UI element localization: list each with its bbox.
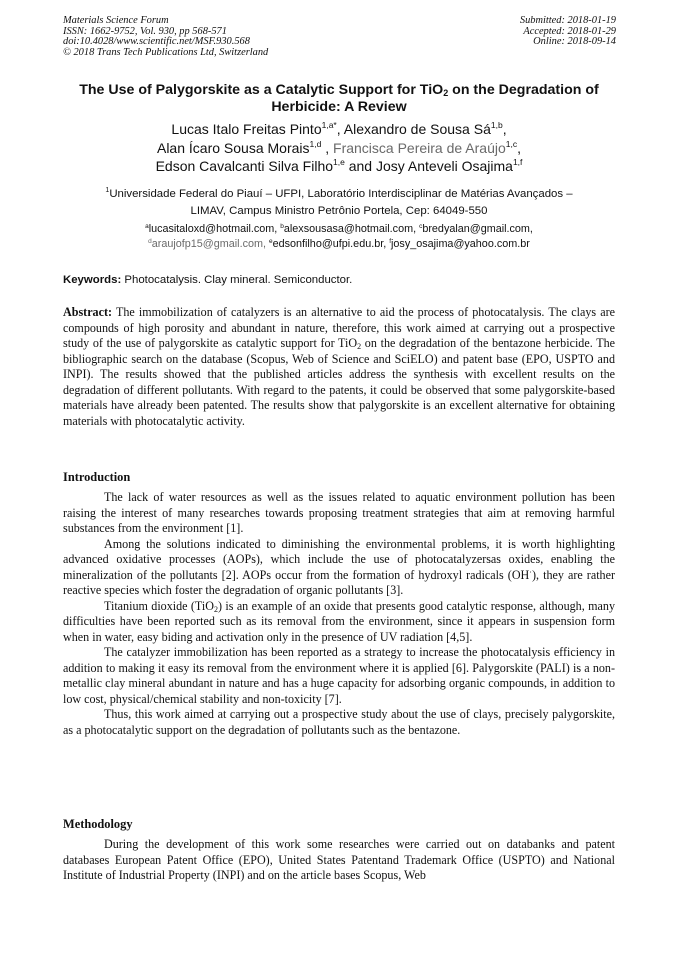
email-link[interactable]: edsonfilho@ufpi.edu.br — [272, 238, 384, 250]
email-link[interactable]: lucasitaloxd@hotmail.com — [148, 223, 275, 235]
author-name: Alexandro de Sousa Sá — [343, 121, 491, 137]
section-heading-methodology: Methodology — [63, 817, 133, 831]
keywords-text: Photocatalysis. Clay mineral. Semiconductor. — [124, 274, 353, 286]
dates-header — [520, 16, 616, 48]
author-list: Lucas Italo Freitas Pinto$^{1,a*}$, Alexandro de Sousa Sá$^{1,b}$, Alan Ícaro Sousa Morais$^{1,d}$ , Francisca Pereira de Araújo$^{1,c}$, Edson Cavalcanti Silva Filho$^{1,e}$ and Josy Anteveli Osajima$^{1,f}$ — [155, 120, 523, 174]
paper-title: The Use of Palygorskite as a Catalytic Support for TiO$_2$ on the Degradation of Herbicide: A Review — [79, 82, 599, 115]
author-name: Josy Anteveli Osajima — [375, 158, 513, 174]
accepted-date: Accepted: 2018-01-29 — [523, 25, 616, 37]
email-link[interactable]: alexsousasa@hotmail.com — [283, 223, 414, 235]
paragraph: Thus, this work aimed at carrying out a prospective study about the use of clays, precisely palygorskite, as a photocatalytic support on the degradation of pollutants such as the bentazone. — [63, 707, 615, 737]
journal-doi[interactable]: doi:10.4028/www.scientific.net/MSF.930.568 — [63, 36, 250, 48]
journal-copyright: © 2018 Trans Tech Publications Ltd, Switzerland — [63, 46, 269, 58]
journal-name: Materials Science Forum — [63, 15, 169, 26]
author-emails: $^a$lucasitaloxd@hotmail.com, $^b$alexsousasa@hotmail.com, $^c$bredyalan@gmail.com, $^d$araujofp15@gmail.com, $^e$edsonfilho@ufpi.edu.br, $^f$josy_osajima@yahoo.com.br — [145, 223, 533, 250]
affiliation: $^1$Universidade Federal do Piauí – UFPI, Laboratório Interdisciplinar de Matérias Avançados – LIMAV, Campus Ministro Petrônio Portela, Cep: 64049-550 — [105, 187, 573, 217]
paragraph: The lack of water resources as well as the issues related to aquatic environment pollution has been raising the interest of many researches towards proposing treatment strategies that aim at removing harmful substances from the environment [1]. — [63, 490, 615, 535]
introduction-section — [63, 490, 615, 738]
abstract-label: Abstract: — [63, 305, 113, 319]
author-name: Francisca Pereira de Araújo — [333, 139, 506, 156]
paragraph: During the development of this work some researches were carried out on databanks and patent databases European Patent Office (EPO), United States Patentand Trademark Office (USPTO) and National Institute of Industrial Property (INPI) and on the article bases Scopus, Web — [63, 837, 615, 882]
email-link[interactable]: josy_osajima@yahoo.com.br — [391, 238, 530, 250]
keywords — [63, 273, 615, 287]
journal-header — [63, 16, 268, 58]
section-heading-introduction: Introduction — [63, 470, 131, 484]
submitted-date: Submitted: 2018-01-19 — [519, 15, 616, 26]
paragraph: The catalyzer immobilization has been reported as a strategy to increase the photocatalysis efficiency in addition to making it easy its removal from the environment where it is applied [6]. Palygorskite (PALI) is a non-metallic clay mineral abundant in nature and has a huge capacity for adsorbing organic compounds, in addition to low cost, physical/chemical stability and non-toxicity [7]. — [63, 645, 615, 706]
email-link[interactable]: bredyalan@gmail.com — [422, 223, 530, 235]
journal-issn: ISSN: 1662-9752, Vol. 930, pp 568-571 — [63, 25, 227, 37]
keywords-label: Keywords: — [63, 274, 122, 286]
author-name: Edson Cavalcanti Silva Filho — [155, 158, 334, 174]
paragraph: Among the solutions indicated to diminishing the environmental problems, it is worth highlighting advanced oxidative processes (AOPs), which include the use of photocatalyzersas oxides, enabling the mineralization of the pollutants [2]. AOPs occur from the formation of hydroxyl radicals (OH·), they are rather reactive species which foster the degradation of organic pollutants [3]. — [63, 536, 616, 597]
abstract: Abstract: The immobilization of catalyzers is an alternative to aid the process of photocatalysis. The clays are compounds of high porosity and abundant in nature, therefore, this work aimed at carrying out a prospective study of the use of palygorskite as catalytic support for TiO$_2$ on the degradation of the bentazone herbicide. The bibliographic search on the database (Scopus, Web of Science and SciELO) and patent base (EPO, USPTO and INPI). The results showed that the published articles address the synthesis with excellent results on the degradation of different pollutants. With regard to the patents, it could be observed that some palygorskite-based materials have already been patented. The results show that palygorskite is an excellent alternative for obtaining materials with photocatalytic activity. — [63, 305, 616, 428]
email-link[interactable]: araujofp15@gmail.com — [151, 238, 263, 250]
online-date: Online: 2018-09-14 — [533, 36, 616, 48]
paragraph: Titanium dioxide (TiO$_2$) is an example of an oxide that presents good catalytic response, although, many difficulties have been reported such as its removal from the environment, since it appears in suspension form when in water, easy biding and activation only in the presence of UV radiation [4,5]. — [63, 598, 615, 644]
author-name: Lucas Italo Freitas Pinto — [171, 121, 322, 137]
methodology-section — [63, 837, 615, 884]
author-name: Alan Ícaro Sousa Morais — [156, 139, 310, 156]
